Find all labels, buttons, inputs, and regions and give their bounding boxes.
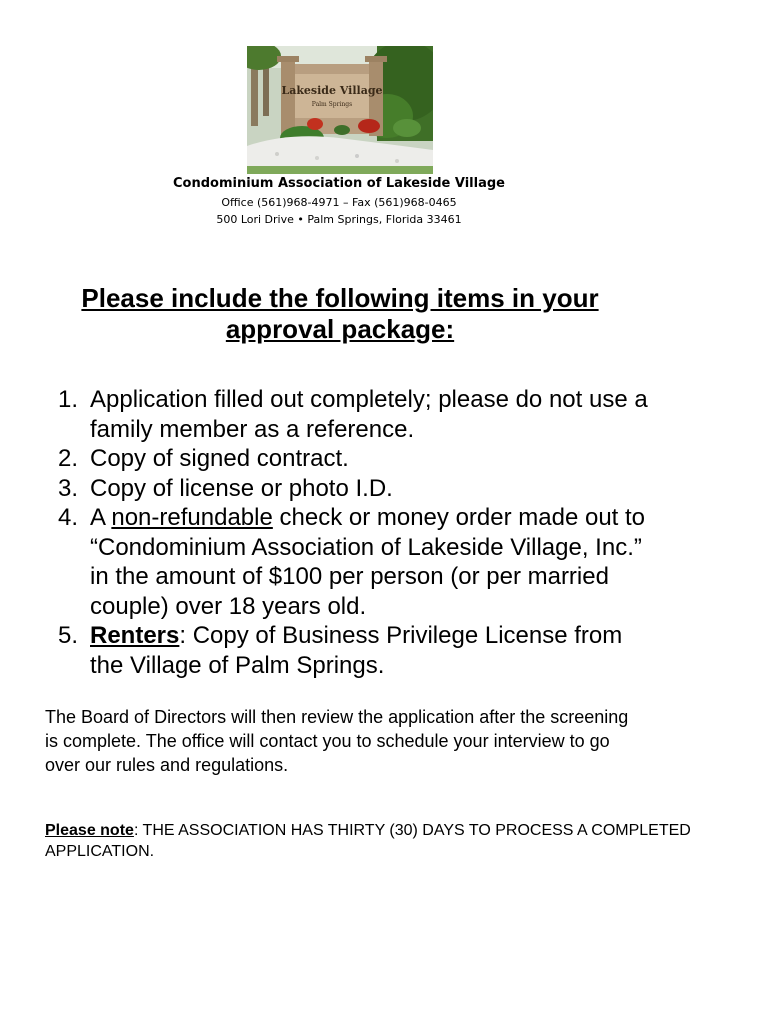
list-item: [58, 621, 658, 680]
list-item: [58, 503, 658, 621]
item-number: 2.: [58, 445, 79, 472]
list-item: [58, 474, 658, 504]
item-number: 3.: [58, 474, 79, 502]
non-refundable-emphasis: non-refundable: [111, 504, 273, 531]
sign-title: Lakeside Village: [281, 84, 383, 97]
item-number: 4.: [58, 504, 79, 531]
entrance-sign-image: [247, 46, 433, 174]
item-text: : Copy of Business Privilege License from the Village of Palm Springs.: [90, 622, 623, 679]
office-address: 500 Lori Drive • Palm Springs, Florida 33461: [216, 213, 462, 226]
renters-label: Renters: [90, 622, 180, 649]
item-text: Copy of license or photo I.D.: [90, 474, 393, 502]
sign-subtitle: Palm Springs: [311, 101, 353, 108]
item-text: check or money order made out to “Condominium Association of Lakeside Village, Inc.” in the amount of $100 per person (or per married couple) over 18 years old.: [90, 504, 646, 620]
processing-note: [45, 820, 695, 862]
note-text: : THE ASSOCIATION HAS THIRTY (30) DAYS TO PROCESS A COMPLETED APPLICATION.: [45, 822, 691, 860]
item-number: 1.: [58, 386, 79, 413]
office-fax-numbers: Office (561)968-4971 – Fax (561)968-0465: [221, 196, 457, 209]
required-items-list: [58, 385, 658, 680]
item-prefix: A: [90, 504, 112, 531]
entrance-sign-photo: [247, 46, 433, 174]
note-label: Please note: [45, 822, 134, 839]
board-review-paragraph: The Board of Directors will then review the application after the screening is complete. The office will contact you to schedule your interview to go over our rules and regulations.: [45, 707, 629, 775]
list-item: [58, 444, 658, 474]
list-item: [58, 385, 658, 444]
association-name: Condominium Association of Lakeside Village: [172, 176, 505, 191]
item-number: 5.: [58, 622, 79, 649]
package-heading: Please include the following items in your approval package:: [81, 283, 599, 344]
item-text: Application filled out completely; please do not use a family member as a reference.: [90, 386, 648, 443]
item-text: Copy of signed contract.: [90, 445, 349, 472]
